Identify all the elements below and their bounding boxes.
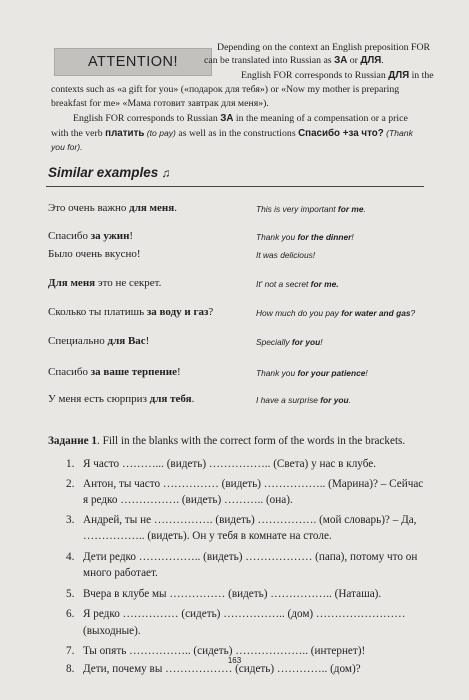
attention-box	[54, 48, 212, 76]
exercise-line	[66, 458, 376, 470]
intro-line: with the verb платить (to pay) as well as in the constructions Спасибо +за что? (Thank	[51, 128, 413, 139]
exercise-line	[66, 514, 416, 526]
divider	[46, 186, 424, 187]
exercise-number: 5.	[66, 588, 75, 600]
exercise-number: 4.	[66, 551, 75, 563]
example-english: Thank you for your patience!	[256, 368, 368, 378]
intro-line: Depending on the context an English preposition FOR	[217, 42, 431, 53]
example-russian: Спасибо за ужин!	[48, 230, 134, 242]
exercise-text: много работает.	[83, 567, 158, 579]
example-english: Specially for you!	[256, 337, 323, 347]
example-english: I have a surprise for you.	[256, 395, 351, 405]
exercise-line	[66, 494, 293, 506]
exercise-text: Я редко …………… (сидеть) …………….. (дом) ……………………	[83, 608, 406, 620]
example-english: This is very important for me.	[256, 204, 366, 214]
exercise-number: 8.	[66, 663, 75, 675]
example-english: It' not a secret for me.	[256, 279, 339, 289]
task-title: Задание 1. Fill in the blanks with the correct form of the words in the brackets.	[48, 435, 406, 447]
intro-line: English FOR corresponds to Russian ДЛЯ in the	[241, 70, 434, 81]
exercise-text: Дети редко …………….. (видеть) ……………… (папа), потому что он	[83, 551, 418, 563]
intro-line: you for).	[51, 142, 83, 152]
example-russian: Это очень важно для меня.	[48, 202, 177, 214]
example-russian: Сколько ты платишь за воду и газ?	[48, 306, 214, 318]
exercise-line	[66, 608, 405, 620]
exercise-line	[66, 551, 417, 563]
exercise-text: Андрей, ты не ……………. (видеть) ……………. (мой словарь)? – Да,	[83, 514, 417, 526]
exercise-number: 7.	[66, 645, 75, 657]
exercise-number: 1.	[66, 458, 75, 470]
example-russian: Было очень вкусно!	[48, 248, 141, 260]
exercise-text: Ты опять …………….. (сидеть) ……………….. (интернет)!	[83, 645, 366, 657]
exercise-number: 3.	[66, 514, 75, 526]
exercise-line	[66, 530, 332, 542]
exercise-text: Вчера в клубе мы …………… (видеть) …………….. (Наташа).	[83, 588, 382, 600]
exercise-line	[66, 625, 141, 637]
example-english: It was delicious!	[256, 250, 316, 260]
exercise-text: …………….. (видеть). Он у тебя в комнате на столе.	[83, 530, 332, 542]
exercise-line	[66, 588, 381, 600]
exercise-line	[66, 567, 158, 579]
exercise-text: Антон, ты часто …………… (видеть) …………….. (Марина)? – Сейчас	[83, 478, 424, 490]
example-russian: Специально для Вас!	[48, 335, 150, 347]
exercise-text: я редко ……………. (видеть) ……….. (она).	[83, 494, 293, 506]
example-russian: У меня есть сюрприз для тебя.	[48, 393, 195, 405]
example-english: Thank you for the dinner!	[256, 232, 354, 242]
intro-line: can be translated into Russian as ЗА or ДЛЯ.	[204, 55, 384, 66]
attention-label: ATTENTION!	[87, 54, 179, 70]
exercise-number: 6.	[66, 608, 75, 620]
exercise-number: 2.	[66, 478, 75, 490]
exercise-text: Дети, почему вы ……………… (сидеть) ………….. (дом)?	[83, 663, 361, 675]
intro-line: English FOR corresponds to Russian ЗА in the meaning of a compensation or a price	[73, 113, 408, 124]
exercise-line	[66, 478, 423, 490]
page-number: 163	[227, 656, 242, 665]
example-russian: Спасибо за ваше терпение!	[48, 366, 181, 378]
exercise-text: (выходные).	[83, 625, 141, 637]
intro-line: breakfast for me» «Мама готовит завтрак для меня»).	[51, 98, 269, 109]
exercise-text: Я часто ………... (видеть) …………….. (Света) у нас в клубе.	[83, 458, 377, 470]
intro-line: contexts such as «a gift for you» («подарок для тебя») or «Now my mother is preparing	[51, 84, 400, 95]
similar-examples-heading: Similar examples ♫	[48, 165, 171, 180]
music-note-icon: ♫	[161, 166, 171, 180]
example-russian: Для меня это не секрет.	[48, 277, 162, 289]
example-english: How much do you pay for water and gas?	[256, 308, 416, 318]
